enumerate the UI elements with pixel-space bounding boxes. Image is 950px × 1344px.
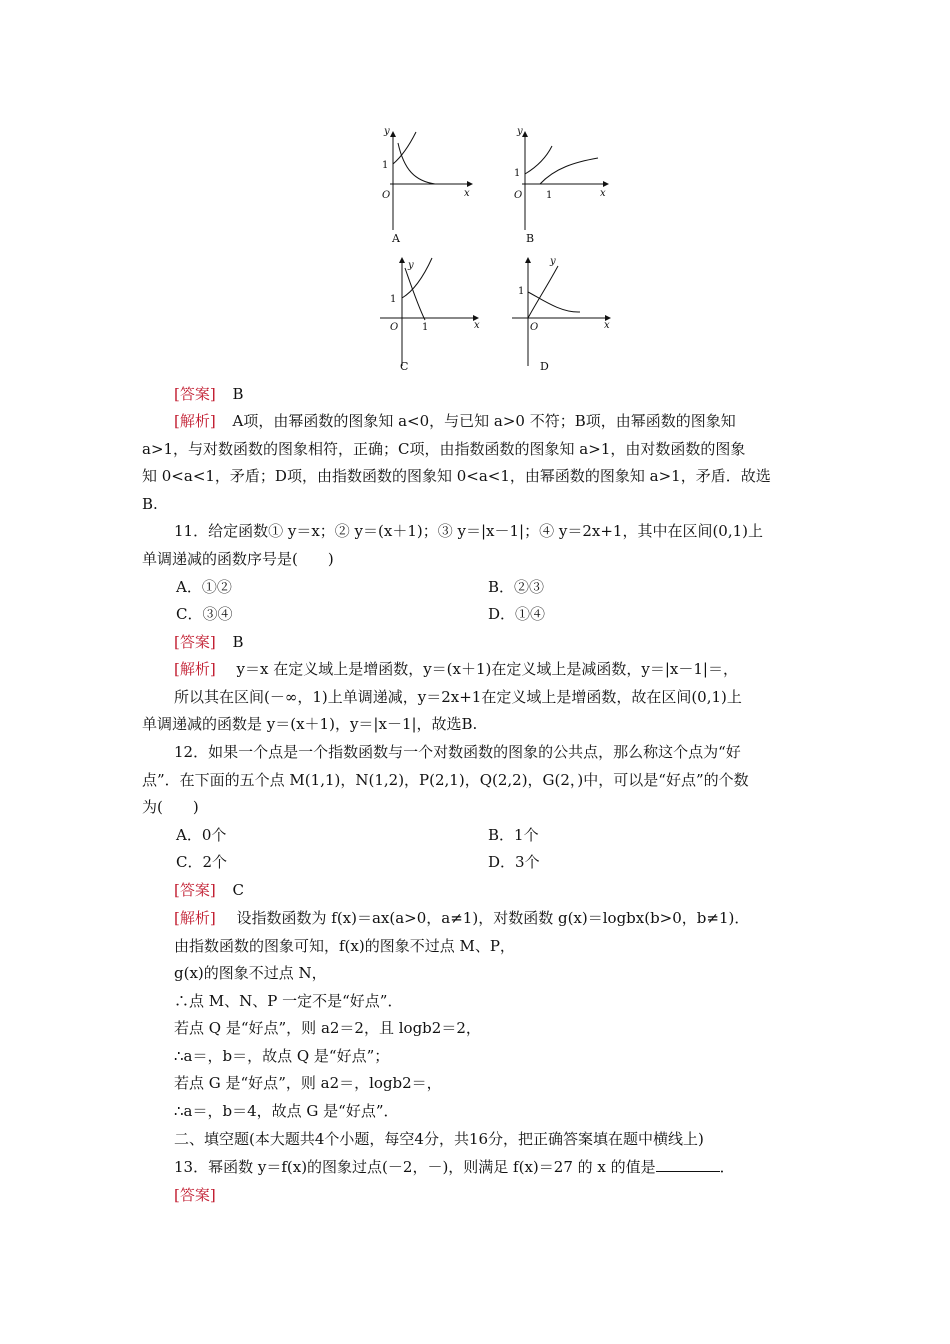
graphs-svg	[360, 118, 630, 380]
q12-analysis-tag: [解析]	[174, 909, 216, 927]
q13-stem: 13．幂函数 y＝f(x)的图象过点(－2，－)，则满足 f(x)＝27 的 x 的值是	[174, 1158, 656, 1176]
q12-analysis-line-3: g(x)的图象不过点 N，	[174, 964, 327, 982]
q10-analysis-tag: [解析]	[174, 412, 216, 430]
q11-option-d: D．①④	[488, 605, 546, 623]
q10-answer: B	[232, 385, 244, 403]
q11-analysis-tag: [解析]	[174, 660, 216, 678]
function-graphs-figure	[360, 118, 630, 380]
graph-a-one: 1	[382, 160, 389, 171]
q10-analysis-line-3: 知 0<a<1，矛盾；D项，由指数函数的图象知 0<a<1，由幂函数的图象知 a>1，矛盾．故选	[142, 467, 771, 485]
q10-analysis-line-1	[174, 411, 736, 431]
q12-analysis-line-6: ∴a＝，b＝，故点 Q 是“好点”；	[174, 1047, 390, 1065]
q12-analysis-line-7: 若点 G 是“好点”，则 a2＝，logb2＝，	[174, 1074, 442, 1092]
graph-c-one-y: 1	[390, 294, 397, 305]
q12-analysis-line-5: 若点 Q 是“好点”，则 a2＝2，且 logb2＝2，	[174, 1019, 481, 1037]
graph-c	[380, 258, 480, 373]
graph-d-x-label: x	[604, 320, 610, 331]
graph-d-one: 1	[518, 286, 525, 297]
q12-option-c: C．2个	[176, 853, 228, 871]
graph-a-origin: O	[382, 190, 391, 201]
q11-option-c: C．③④	[176, 605, 233, 623]
q12-stem-line-3: 为( )	[142, 798, 199, 816]
section2-heading: 二、填空题(本大题共4个小题，每空4分，共16分，把正确答案填在题中横线上)	[174, 1130, 704, 1148]
q11-answer-line	[174, 632, 244, 652]
q12-option-b: B．1个	[488, 826, 539, 844]
graph-a-y-label: y	[384, 126, 390, 137]
q13-answer-tag: [答案]	[174, 1186, 216, 1204]
graph-c-caption: C	[400, 360, 409, 373]
graph-b-one-x: 1	[546, 190, 553, 201]
q12-stem-line-1: 12．如果一个点是一个指数函数与一个对数函数的图象的公共点，那么称这个点为“好	[174, 743, 741, 761]
graph-d-origin: O	[530, 322, 539, 333]
q11-answer-tag: [答案]	[174, 633, 216, 651]
q12-answer: C	[232, 881, 244, 899]
graph-c-x-label: x	[474, 320, 480, 331]
graph-a	[382, 126, 472, 245]
graph-b-caption: B	[526, 232, 535, 245]
q11-stem-line-2: 单调递减的函数序号是( )	[142, 550, 334, 568]
q11-answer: B	[232, 633, 244, 651]
q11-analysis-line-2: 所以其在区间(－∞，1)上单调递减，y＝2x+1在定义域上是增函数，故在区间(0,1)上	[174, 688, 742, 706]
q11-analysis-line-3: 单调递减的函数是 y＝(x＋1)，y＝|x－1|，故选B.	[142, 715, 478, 733]
graph-d-caption: D	[540, 360, 549, 373]
graph-a-x-label: x	[464, 188, 470, 199]
graph-c-one-x: 1	[422, 322, 429, 333]
q11-option-b: B．②③	[488, 578, 545, 596]
q12-analysis-line-2: 由指数函数的图象可知，f(x)的图象不过点 M、P，	[174, 937, 515, 955]
q12-analysis-line-1	[174, 908, 749, 928]
graph-c-y-label: y	[408, 260, 414, 271]
q10-analysis-text-1: A项，由幂函数的图象知 a<0，与已知 a>0 不符；B项，由幂函数的图象知	[232, 412, 736, 430]
q13-stem-line	[174, 1157, 735, 1177]
graph-c-origin: O	[390, 322, 399, 333]
q11-analysis-text-1: y＝x 在定义域上是增函数，y＝(x＋1)在定义域上是减函数，y＝|x－1|＝，	[236, 660, 738, 678]
graph-b-y-label: y	[517, 126, 523, 137]
graph-d	[512, 256, 610, 373]
graph-b-x-label: x	[600, 188, 606, 199]
q10-answer-tag: [答案]	[174, 385, 216, 403]
q12-option-a: A．0个	[176, 826, 227, 844]
q11-analysis-line-1	[174, 659, 738, 679]
q10-analysis-line-4: B.	[142, 495, 158, 513]
graph-b	[514, 126, 608, 245]
q13-answer-blank[interactable]	[656, 1157, 720, 1172]
q12-analysis-line-4: ∴点 M、N、P 一定不是“好点”．	[174, 992, 403, 1010]
q12-answer-tag: [答案]	[174, 881, 216, 899]
q11-option-a: A．①②	[176, 578, 232, 596]
q10-analysis-line-2: a>1，与对数函数的图象相符，正确；C项，由指数函数的图象知 a>1，由对数函数的图象	[142, 440, 746, 458]
graph-b-origin: O	[514, 190, 523, 201]
q12-analysis-line-8: ∴a＝，b＝4，故点 G 是“好点”．	[174, 1102, 399, 1120]
q11-stem-line-1: 11．给定函数① y＝x；② y＝(x＋1)；③ y＝|x－1|；④ y＝2x+1，其中在区间(0,1)上	[174, 522, 764, 540]
q12-stem-line-2: 点”．在下面的五个点 M(1,1)，N(1,2)，P(2,1)，Q(2,2)，G(2，)中，可以是“好点”的个数	[142, 771, 749, 789]
q10-answer-line	[174, 384, 244, 404]
q12-answer-line	[174, 880, 244, 900]
q13-answer-line	[174, 1185, 216, 1205]
graph-a-caption: A	[392, 232, 400, 245]
graph-d-y-label: y	[550, 256, 556, 267]
graph-b-one-y: 1	[514, 168, 521, 179]
q13-tail: ．	[719, 1158, 735, 1176]
q12-analysis-text-1: 设指数函数为 f(x)＝ax(a>0，a≠1)，对数函数 g(x)＝logbx(b>0，b≠1)．	[236, 909, 750, 927]
q12-option-d: D．3个	[488, 853, 540, 871]
